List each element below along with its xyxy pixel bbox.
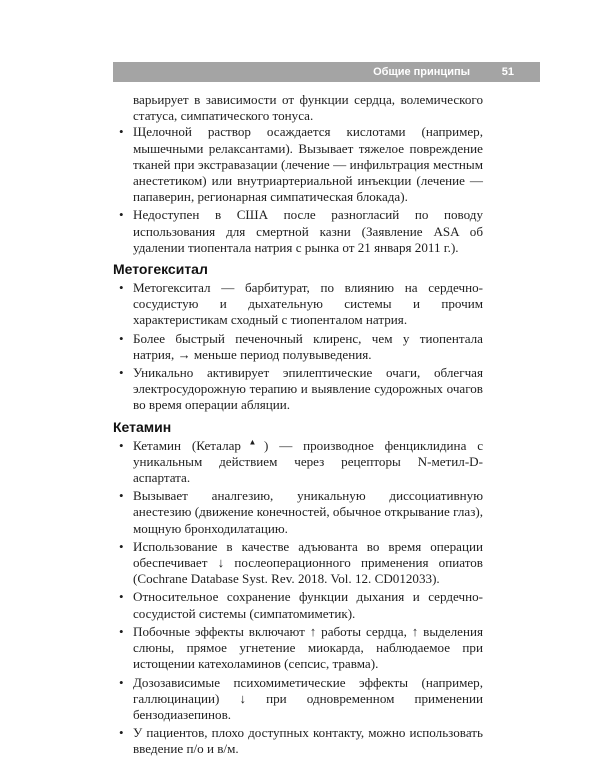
list-item: • У пациентов, плохо доступных контакту, можно использовать введение п/о и в/м. bbox=[113, 725, 483, 757]
list-item: • Метогекситал — барбитурат, по влиянию на сердечно-сосудистую и дыхательную системы и прочим характеристикам сходный с тиопенталом натрия. bbox=[113, 280, 483, 329]
list-item bbox=[113, 438, 483, 487]
methohexital-bullet-list bbox=[113, 280, 483, 414]
ketamine-bullet-text-end: ) — производное фенциклидина с уникальным действием через рецепторы N-метил-D-аспартата. bbox=[133, 437, 484, 486]
list-item: • Щелочной раствор осаждается кислотами (например, мышечными релаксантами). Вызывает тяжелое повреждение тканей при экстравазации (лечение — инфильтрация местным анестетиком) или внутриартериальной инъекции (лечение — папаверин, регионарная симпатическая блокада). bbox=[113, 124, 483, 205]
section-heading-ketamine: Кетамин bbox=[113, 418, 172, 435]
list-item: • Недоступен в США после разногласий по поводу использования для смертной казни (Заявление ASA об удалении тиопентала натрия с рынка от 21 января 2011 г.). bbox=[113, 207, 483, 256]
page-number: 51 bbox=[501, 66, 514, 78]
list-item: • Использование в качестве адъюванта во время операции обеспечивает ↓ послеоперационного применения опиатов (Cochrane Database Syst. Rev. 2018. Vol. 12. CD012033). bbox=[113, 539, 483, 588]
ketamine-bullet-list bbox=[113, 438, 483, 758]
list-item: • Побочные эффекты включают ↑ работы сердца, ↑ выделения слюны, прямое угнетение миокарда, наблюдаемое при истощении катехоламинов (сепсис, травма). bbox=[113, 624, 483, 673]
intro-bullet-list bbox=[113, 124, 483, 256]
running-header bbox=[113, 62, 540, 82]
list-item: • Относительное сохранение функции дыхания и сердечно-сосудистой системы (симпатомиметик). bbox=[113, 589, 483, 621]
running-header-title: Общие принципы bbox=[373, 66, 470, 78]
page-body bbox=[113, 92, 483, 760]
continued-paragraph: варьирует в зависимости от функции сердца, волемического статуса, симпатического тонуса. bbox=[133, 92, 483, 124]
ketamine-bullet-text-start: Кетамин (Кеталар bbox=[133, 437, 241, 453]
registered-mark-icon: ▲ bbox=[240, 437, 265, 447]
list-item: • Уникально активирует эпилептические очаги, облегчая электросудорожную терапию и выявление судорожных очагов во время операции абляции. bbox=[113, 365, 483, 414]
list-item: • Вызывает аналгезию, уникальную диссоциативную анестезию (движение конечностей, обычное открывание глаз), мощную бронходилатацию. bbox=[113, 488, 483, 537]
list-item: • Дозозависимые психомиметические эффекты (например, галлюцинации) ↓ при одновременном применении бензодиазепинов. bbox=[113, 675, 483, 724]
section-heading-methohexital: Метогекситал bbox=[113, 261, 208, 278]
list-item: • Более быстрый печеночный клиренс, чем у тиопентала натрия, → меньше период полувыведения. bbox=[113, 331, 483, 363]
